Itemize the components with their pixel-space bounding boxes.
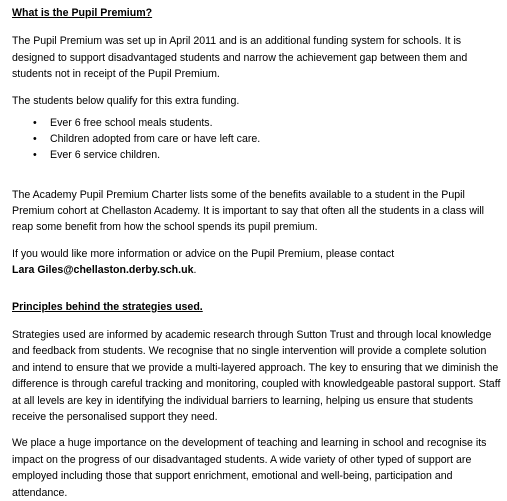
strategies-paragraph: Strategies used are informed by academic research through Sutton Trust and through local knowledge and feedback from students. We recognise that no single intervention will provide a complete solution and intend to ensure that we provide a multi-layered approach. The key to ensuring that we diminish the difference is through careful tracking and monitoring, coupled with knowledgeable pastoral support. Staff at all levels are key in identifying the individual barriers to learning, helping us ensure that students receive the personalised support they need. [12,329,501,424]
heading-what-is-pupil-premium: What is the Pupil Premium? [12,7,153,19]
list-item [12,131,504,147]
importance-paragraph: We place a huge importance on the development of teaching and learning in school and recognise its impact on the progress of our disadvantaged students. A wide variety of other typed of support are employed including those that support enrichment, emotional and well-being, participation and attendance. [12,437,487,499]
contact-email-link[interactable]: Lara Giles@chellaston.derby.sch.uk [12,264,194,277]
qualifying-students-list [12,115,504,164]
bullet-icon: • [33,133,37,146]
bullet-icon: • [33,117,37,130]
heading-principles: Principles behind the strategies used. [12,300,203,313]
contact-end: . [193,264,197,277]
list-item-text: Ever 6 free school meals students. [50,117,213,130]
qualify-paragraph: The students below qualify for this extra funding. [12,94,240,107]
document-page [12,0,504,501]
intro-paragraph: The Pupil Premium was set up in April 2011 and is an additional funding system for schools. It is designed to support disadvantaged students and narrow the achievement gap between them and students not in receipt of the Pupil Premium. [12,35,468,81]
charter-paragraph: The Academy Pupil Premium Charter lists some of the benefits available to a student in the Pupil Premium cohort at Chellaston Academy. It is important to say that often all the students in a class will reap some benefit from how the school spends its pupil premium. [12,188,485,234]
contact-paragraph [12,246,504,279]
contact-text: If you would like more information or advice on the Pupil Premium, please contact [12,247,395,260]
bullet-icon: • [33,149,37,162]
list-item [12,147,504,163]
list-item-text: Children adopted from care or have left care. [50,133,261,146]
list-item [12,115,504,131]
list-item-text: Ever 6 service children. [50,149,161,162]
